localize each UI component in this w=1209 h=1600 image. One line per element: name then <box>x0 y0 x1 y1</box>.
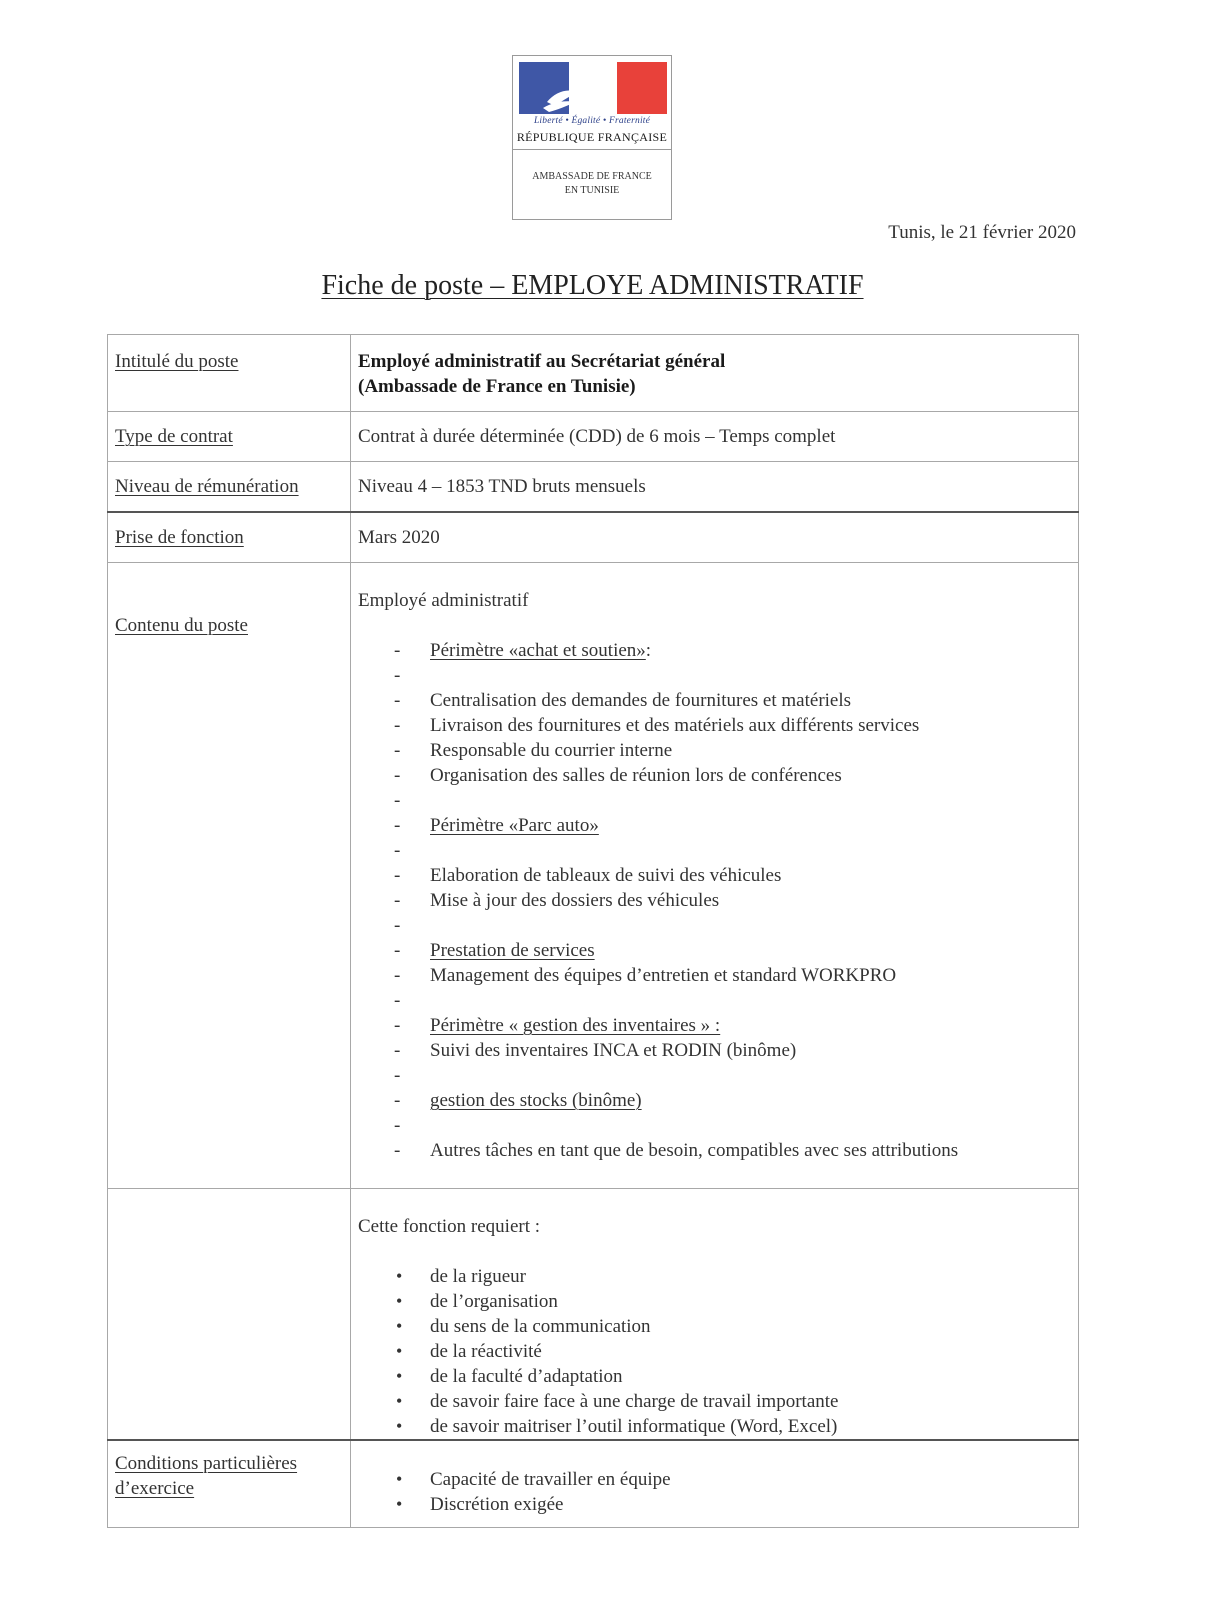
parc-heading: Périmètre «Parc auto» <box>430 815 599 836</box>
value-contrat: Contrat à durée déterminée (CDD) de 6 mois – Temps complet <box>358 426 836 447</box>
contenu-intro: Employé administratif <box>358 590 529 611</box>
embassy-line-1: AMBASSADE DE FRANCE <box>532 171 652 182</box>
conditions-list <box>358 1467 1078 1517</box>
value-cell <box>351 1189 1079 1441</box>
label-remuneration: Niveau de rémunération <box>115 476 299 497</box>
value-remuneration: Niveau 4 – 1853 TND bruts mensuels <box>358 476 646 497</box>
table-row-requis <box>108 1189 1079 1441</box>
label-cell <box>108 412 351 462</box>
label-cell <box>108 462 351 513</box>
list-item <box>358 1088 1078 1113</box>
list-item: • de savoir faire face à une charge de travail importante <box>358 1389 1078 1414</box>
list-item: - Centralisation des demandes de fournitures et matériels <box>358 688 1078 713</box>
list-item <box>358 813 1078 838</box>
job-description-table <box>107 334 1079 1528</box>
achat-heading: Périmètre «achat et soutien» <box>430 640 646 661</box>
prestation-detail: - Management des équipes d’entretien et standard WORKPRO <box>358 963 1078 988</box>
value-cell <box>351 563 1079 1189</box>
intitule-line-1: Employé administratif au Secrétariat général <box>358 351 726 372</box>
value-cell <box>351 335 1079 412</box>
table-row-conditions <box>108 1440 1079 1528</box>
list-item: • de la rigueur <box>358 1264 1078 1289</box>
table-row-prise <box>108 512 1079 563</box>
list-item: - Organisation des salles de réunion lors de conférences <box>358 763 1078 788</box>
table-row-contrat <box>108 412 1079 462</box>
list-item: - Mise à jour des dossiers des véhicules <box>358 888 1078 913</box>
table-row-remuneration <box>108 462 1079 513</box>
label-contrat: Type de contrat <box>115 426 233 447</box>
list-item: • du sens de la communication <box>358 1314 1078 1339</box>
label-cell <box>108 1189 351 1441</box>
label-cell <box>108 1440 351 1528</box>
document-date: Tunis, le 21 février 2020 <box>888 222 1076 243</box>
label-cell <box>108 512 351 563</box>
table-row-contenu <box>108 563 1079 1189</box>
list-item: - Livraison des fournitures et des matériels aux différents services <box>358 713 1078 738</box>
value-prise: Mars 2020 <box>358 527 440 548</box>
logo-embassy <box>513 170 671 198</box>
republique-francaise-logo <box>512 55 672 220</box>
list-item: • de la faculté d’adaptation <box>358 1364 1078 1389</box>
list-item: • Discrétion exigée <box>358 1492 1078 1517</box>
logo-divider <box>513 149 671 150</box>
label-cell <box>108 335 351 412</box>
list-item: • de savoir maitriser l’outil informatique (Word, Excel) <box>358 1414 1078 1439</box>
label-conditions-2: d’exercice <box>115 1478 195 1499</box>
value-cell <box>351 412 1079 462</box>
requis-intro: Cette fonction requiert : <box>358 1216 541 1237</box>
list-item: - Périmètre «achat et soutien»: <box>358 638 1078 663</box>
list-item: - Responsable du courrier interne <box>358 738 1078 763</box>
list-item: • de la réactivité <box>358 1339 1078 1364</box>
list-item: - Autres tâches en tant que de besoin, compatibles avec ses attributions <box>358 1138 1078 1163</box>
list-item: - Elaboration de tableaux de suivi des véhicules <box>358 863 1078 888</box>
value-cell <box>351 1440 1079 1528</box>
label-prise: Prise de fonction <box>115 527 244 548</box>
logo-motto: Liberté • Égalité • Fraternité <box>533 116 651 126</box>
stocks-heading: gestion des stocks (binôme) <box>430 1090 642 1111</box>
value-cell <box>351 462 1079 513</box>
list-item: • de l’organisation <box>358 1289 1078 1314</box>
prestation-heading: Prestation de services <box>430 940 595 961</box>
table-row-intitule <box>108 335 1079 412</box>
list-item: • Capacité de travailler en équipe <box>358 1467 1078 1492</box>
marianne-flag-icon <box>519 62 667 114</box>
page-title <box>0 270 1185 302</box>
embassy-line-2: EN TUNISIE <box>564 185 620 196</box>
label-conditions-1: Conditions particulières <box>115 1453 298 1474</box>
intitule-line-2: (Ambassade de France en Tunisie) <box>358 376 636 397</box>
requis-list <box>358 1264 1078 1439</box>
label-contenu: Contenu du poste <box>115 615 248 636</box>
value-cell <box>351 512 1079 563</box>
list-item <box>358 1013 1078 1038</box>
label-intitule: Intitulé du poste <box>115 351 239 372</box>
list-item <box>358 938 1078 963</box>
contenu-list <box>358 638 1078 1163</box>
list-item: - Suivi des inventaires INCA et RODIN (binôme) <box>358 1038 1078 1063</box>
page-title-text: Fiche de poste – EMPLOYE ADMINISTRATIF <box>321 270 864 301</box>
inventaire-heading: Périmètre « gestion des inventaires » : <box>430 1015 721 1036</box>
label-cell <box>108 563 351 1189</box>
logo-republic: RÉPUBLIQUE FRANÇAISE <box>516 130 668 144</box>
